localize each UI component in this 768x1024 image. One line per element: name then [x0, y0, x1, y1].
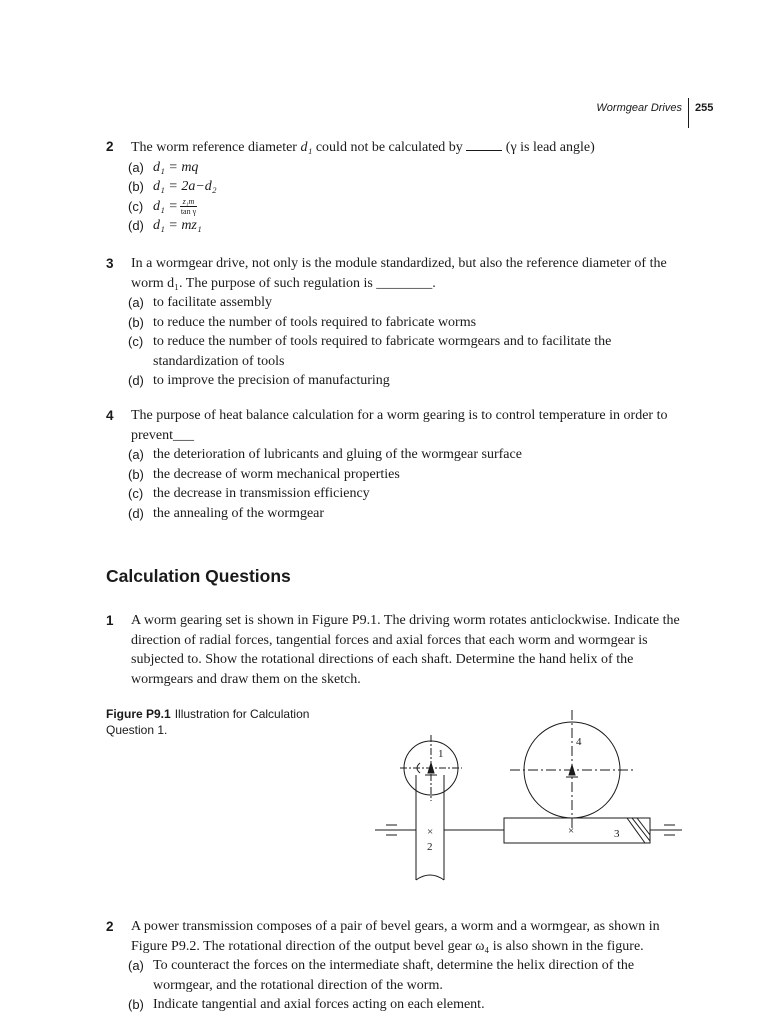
label-1: 1 — [438, 748, 444, 760]
cross-mark-right: × — [568, 825, 575, 837]
question-text: The purpose of heat balance calculation for a worm gearing is to control temperature in order to prevent___ — [131, 408, 668, 443]
question-4 — [106, 406, 686, 523]
option-c: (c) d₁ = $\frac{\text{z₁m}}{\text{tan γ}}$ — [128, 196, 197, 216]
running-head-divider — [688, 98, 689, 128]
figure-caption — [106, 706, 346, 738]
option-list — [106, 158, 686, 236]
option-b: (b) to reduce the number of tools required to fabricate worms — [128, 314, 477, 330]
option-d: (d) d₁ = mz₁ — [128, 218, 202, 233]
option-a: (a) d₁ = mq — [128, 159, 199, 175]
page-number: 255 — [695, 102, 714, 114]
running-head-title: Wormgear Drives — [596, 102, 682, 114]
question-3 — [106, 254, 686, 391]
option-c: (c) the decrease in transmission efficiency — [128, 486, 370, 501]
question-number: 2 — [106, 919, 114, 934]
question-number: 3 — [106, 256, 114, 271]
cross-mark-left: × — [427, 826, 434, 838]
question-number: 2 — [106, 139, 114, 154]
question-number: 4 — [106, 408, 114, 423]
calc-question-2 — [106, 917, 686, 1015]
option-list — [106, 956, 686, 1015]
option-b: (b) the decrease of worm mechanical properties — [128, 466, 400, 482]
question-text: The worm reference diameter d₁ could not be calculated by (γ is lead angle) — [131, 137, 686, 158]
figure-p9-1 — [370, 705, 690, 890]
question-2 — [106, 137, 686, 236]
option-b: (b) Indicate tangential and axial forces acting on each element. — [128, 997, 485, 1012]
worm-3-body — [504, 818, 650, 843]
question-text: A power transmission composes of a pair of bevel gears, a worm and a wormgear, as shown in Figure P9.2. The rotational direction of the output bevel gear ω₄ is also shown in the figure. — [131, 919, 660, 954]
worm-gearing-diagram — [370, 705, 690, 890]
option-a: (a) To counteract the forces on the intermediate shaft, determine the helix direction of the wormgear, and the rotational direction of the worm. — [128, 958, 635, 993]
option-list — [106, 293, 686, 391]
option-a: (a) to facilitate assembly — [128, 295, 272, 310]
option-list — [106, 445, 686, 523]
fraction: $\frac{\text{z₁m}}{\text{tan γ}}$ — [180, 196, 197, 216]
question-text: A worm gearing set is shown in Figure P9.1. The driving worm rotates anticlockwise. Indicate the direction of radial forces, tangential forces and axial forces that each worm and wormgear is subjected to. Show the rotational directions of each shaft. Determine the hand helix of the wormgears and draw them on the sketch. — [131, 613, 680, 687]
option-b: (b) d₁ = 2a−d₂ — [128, 179, 217, 194]
question-text: In a wormgear drive, not only is the module standardized, but also the reference diameter of the worm d₁. The purpose of such regulation is ________. — [131, 256, 667, 291]
option-d: (d) the annealing of the wormgear — [128, 505, 325, 521]
option-d: (d) to improve the precision of manufacturing — [128, 373, 390, 388]
label-2: 2 — [427, 841, 433, 853]
option-c: (c) to reduce the number of tools required to fabricate wormgears and to facilitate the standardization of tools — [128, 334, 612, 369]
running-head — [560, 98, 720, 128]
wormgear-2-bottom-arc — [416, 875, 444, 880]
option-a: (a) the deterioration of lubricants and gluing of the wormgear surface — [128, 447, 522, 462]
caption-text: Illustration for Calculation Question 1. — [106, 707, 310, 737]
label-3: 3 — [614, 828, 620, 840]
question-number: 1 — [106, 613, 114, 628]
caption-label: Figure P9.1 — [106, 707, 171, 721]
section-heading: Calculation Questions — [106, 566, 291, 586]
label-4: 4 — [576, 736, 582, 748]
calc-question-1 — [106, 611, 686, 689]
